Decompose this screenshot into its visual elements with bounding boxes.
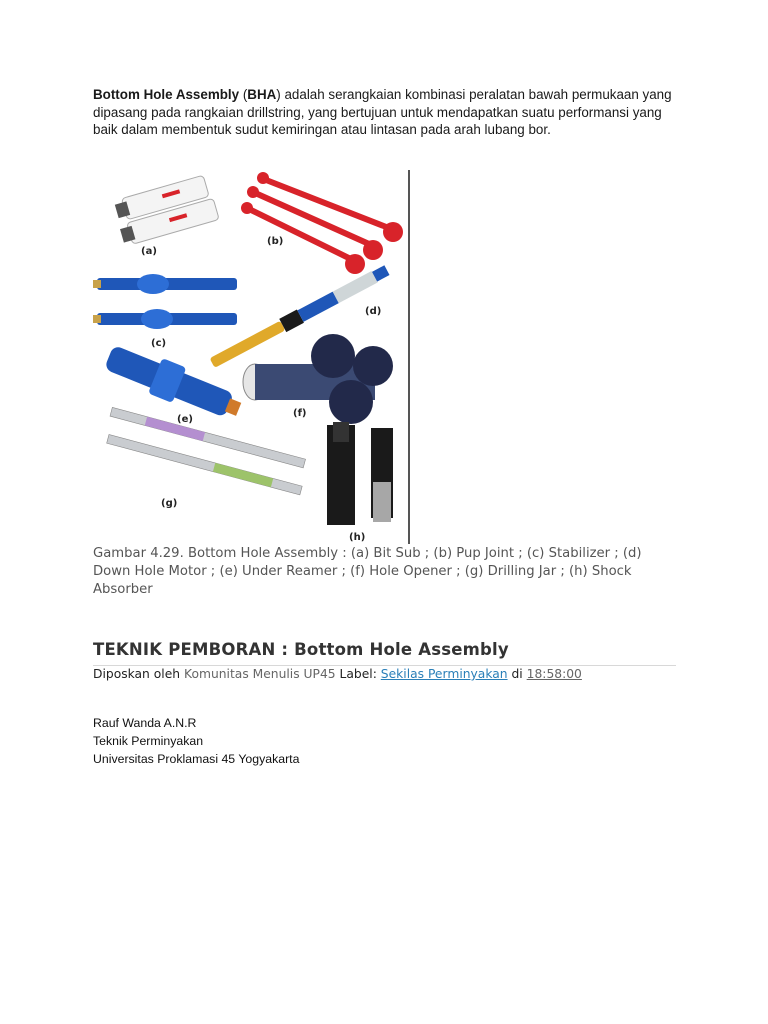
figure-label-d: (d) <box>365 306 382 317</box>
posted-by-label: Diposkan oleh <box>93 667 181 681</box>
figure-label-b: (b) <box>267 236 284 247</box>
post-time-link[interactable]: 18:58:00 <box>526 667 582 681</box>
intro-abbr: BHA <box>247 87 277 102</box>
intro-open-paren: ( <box>239 87 248 102</box>
title-divider <box>93 665 676 666</box>
at-label: di <box>511 667 523 681</box>
post-author: Komunitas Menulis UP45 <box>184 667 336 681</box>
figure-label-f: (f) <box>293 408 307 419</box>
post-meta <box>93 667 678 681</box>
post-title: TEKNIK PEMBORAN : Bottom Hole Assembly <box>93 640 509 659</box>
bha-figure-image <box>93 170 411 544</box>
figure-caption: Gambar 4.29. Bottom Hole Assembly : (a) Bit Sub ; (b) Pup Joint ; (c) Stabilizer ; (d) Down Hole Motor ; (e) Under Reamer ; (f) Hole Opener ; (g) Drilling Jar ; (h) Shock Absorber <box>93 546 642 597</box>
figure-label-a: (a) <box>141 246 157 257</box>
intro-text: ) adalah serangkaian kombinasi peralatan bawah permukaan yang dipasang pada rangkaian drillstring, yang bertujuan untuk mendapatkan suatu performansi yang baik dalam membentuk sudut kemiringan atau lintasan pada arah lubang bor. <box>93 87 672 137</box>
post-label-link[interactable]: Sekilas Perminyakan <box>380 667 508 681</box>
figure-label-h: (h) <box>349 532 366 543</box>
signature-block <box>93 714 493 768</box>
figure-label-e: (e) <box>177 414 193 425</box>
label-prefix: Label: <box>339 667 377 681</box>
bha-figure <box>93 170 411 544</box>
signature-department: Teknik Perminyakan <box>93 734 204 748</box>
signature-university: Universitas Proklamasi 45 Yogyakarta <box>93 752 300 766</box>
signature-name: Rauf Wanda A.N.R <box>93 716 197 730</box>
figure-label-g: (g) <box>161 498 178 509</box>
intro-term: Bottom Hole Assembly <box>93 87 240 102</box>
figure-label-c: (c) <box>151 338 167 349</box>
intro-paragraph <box>93 86 683 139</box>
